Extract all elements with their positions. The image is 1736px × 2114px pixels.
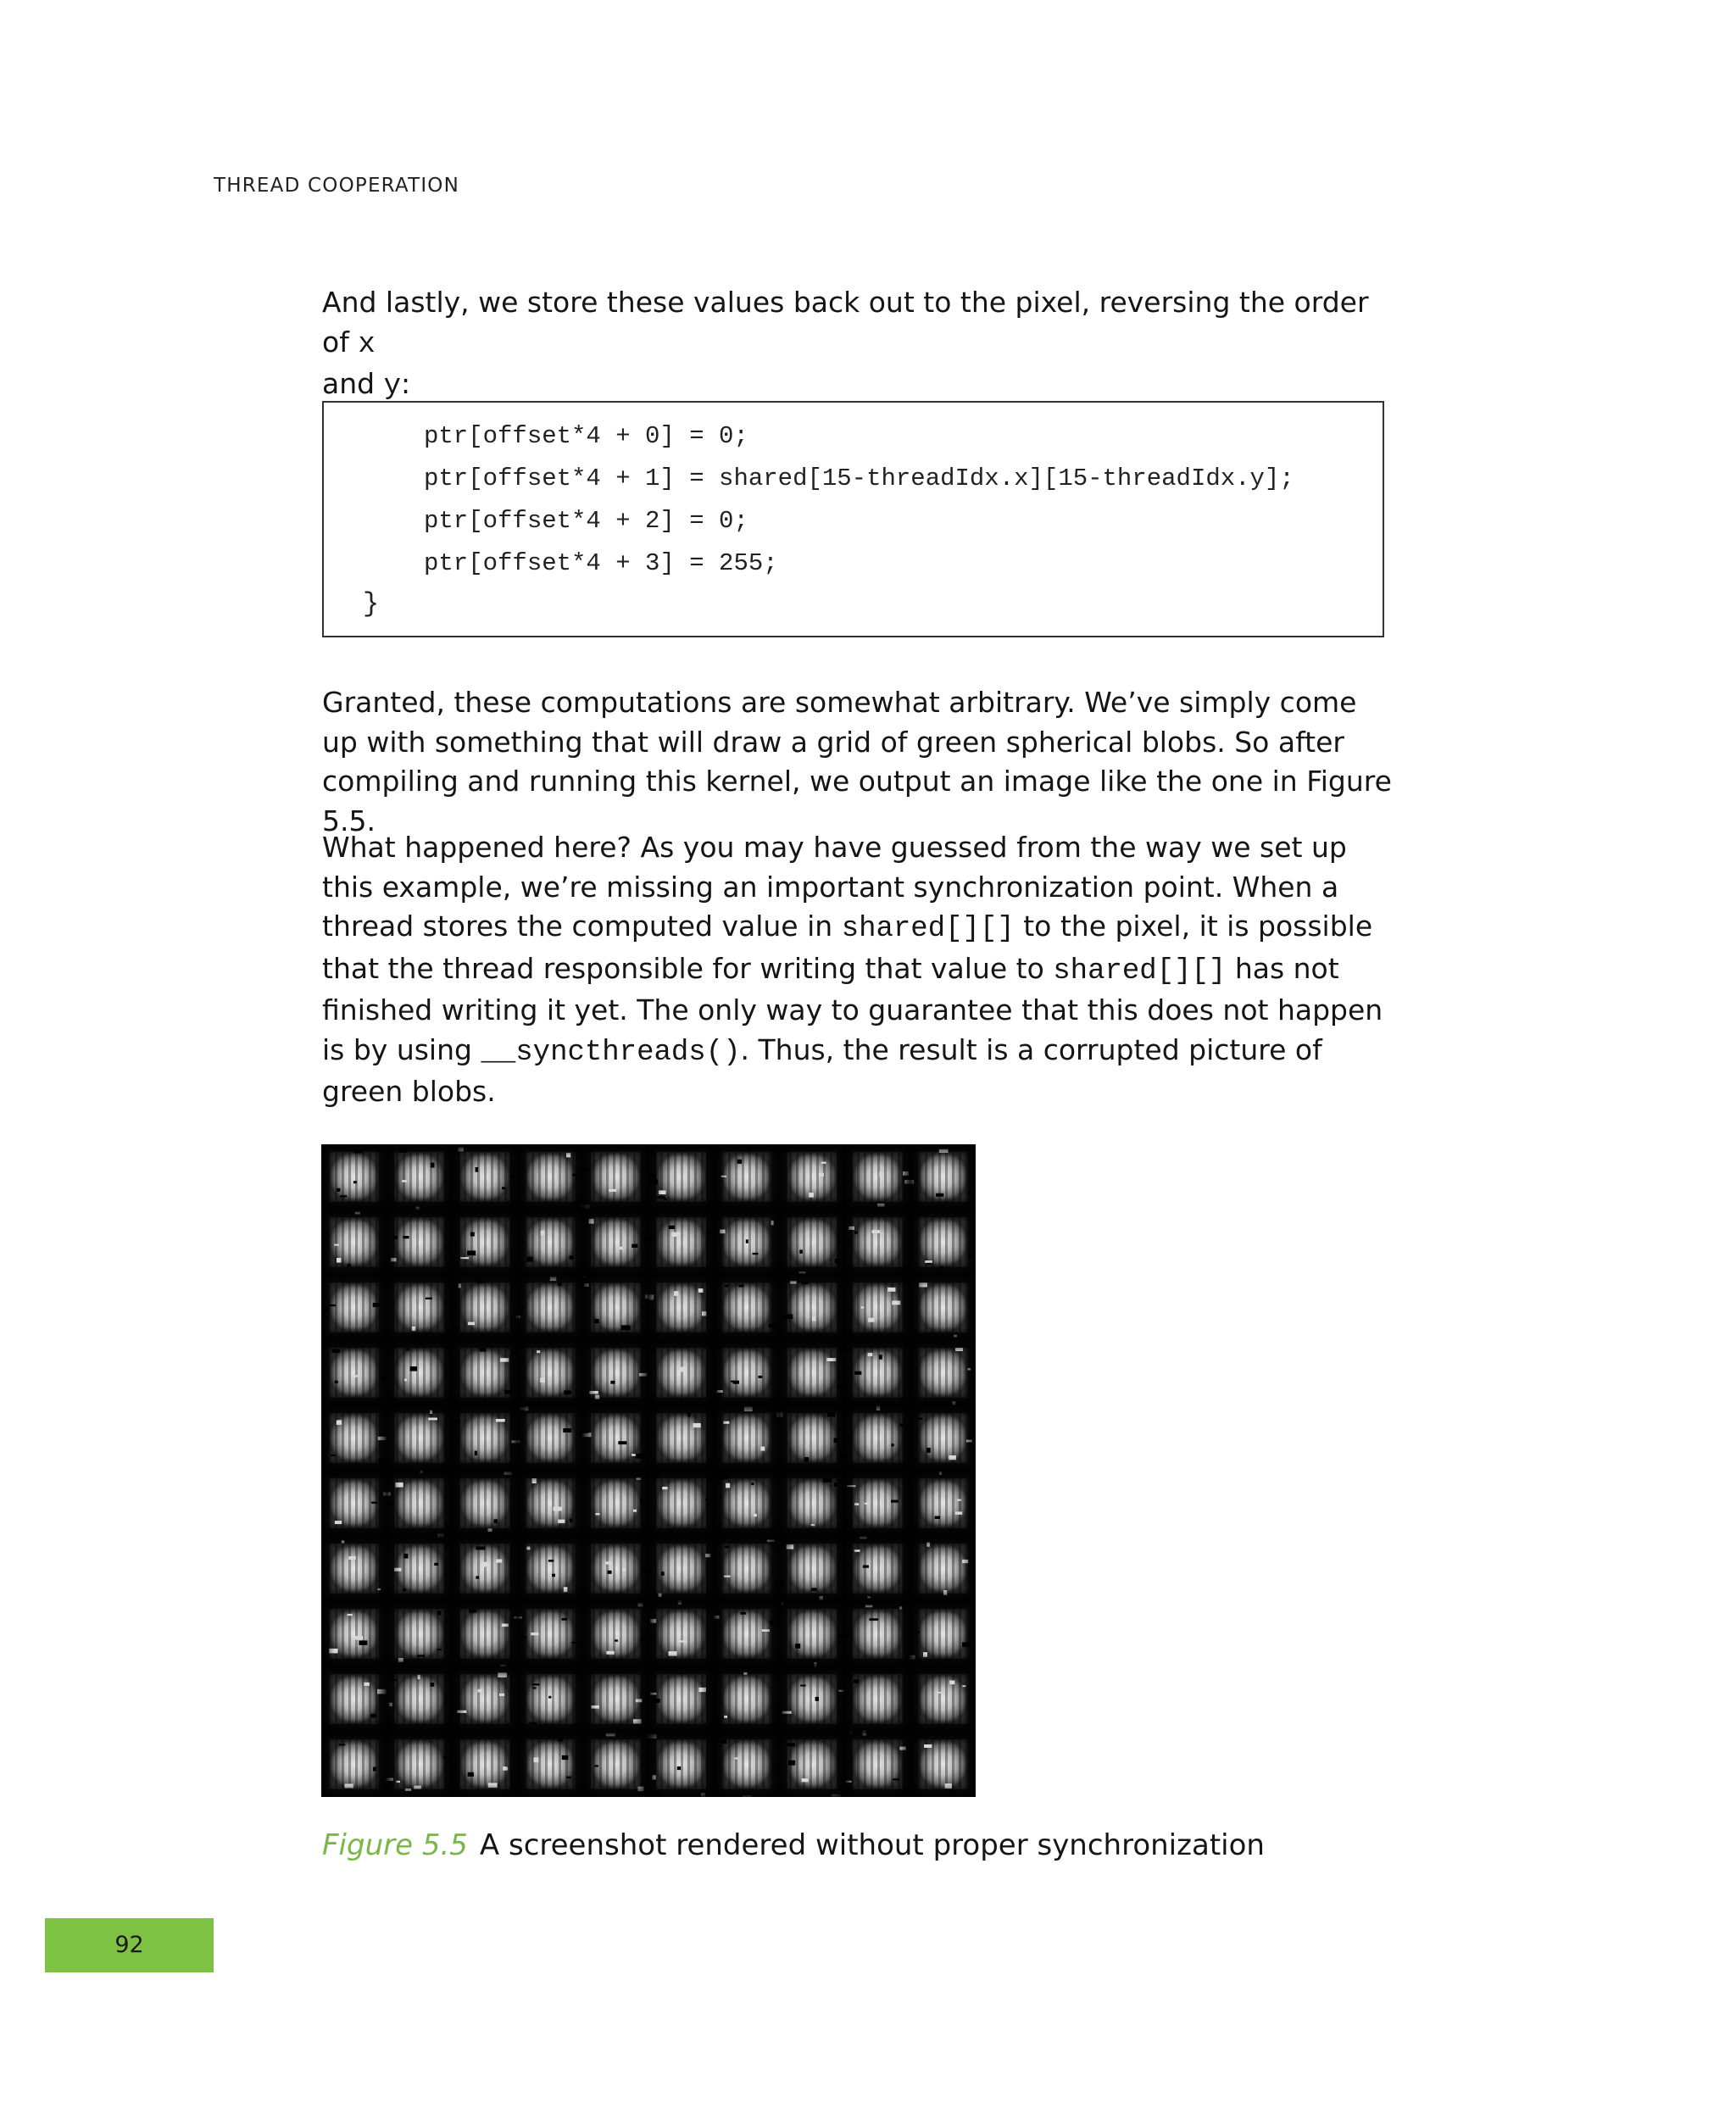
- blob-texture: [787, 1478, 837, 1528]
- corruption-speck: [815, 1697, 819, 1701]
- corruption-speck: [610, 1381, 615, 1384]
- corruption-speck: [938, 1692, 941, 1694]
- blob-texture: [722, 1609, 772, 1659]
- blob-texture: [591, 1609, 641, 1659]
- para2-code-shared-2: shared[][]: [1053, 954, 1227, 987]
- corruption-speck: [403, 1554, 408, 1559]
- grid-band-vertical: [636, 1144, 662, 1797]
- blob-texture: [656, 1739, 706, 1789]
- blob-texture: [918, 1674, 968, 1724]
- intro-colon: :: [400, 367, 411, 400]
- blob-texture: [460, 1217, 510, 1267]
- grid-band-vertical: [963, 1144, 976, 1797]
- para2-text-4: . Thus, the result is a corrupted picture of green blobs.: [322, 1032, 1322, 1108]
- corruption-speck: [402, 1180, 407, 1182]
- blob-texture: [787, 1544, 837, 1594]
- corruption-speck: [470, 1232, 475, 1237]
- blob-texture: [329, 1544, 379, 1594]
- corruption-speck: [355, 1636, 363, 1640]
- figure-label: Figure 5.5: [322, 1828, 468, 1862]
- corruption-speck: [669, 1226, 675, 1229]
- corruption-speck: [364, 1683, 369, 1686]
- page-number: 92: [114, 1932, 144, 1958]
- intro-and: and: [322, 367, 384, 400]
- corruption-speck: [476, 1576, 479, 1578]
- blob-texture: [918, 1478, 968, 1528]
- corruption-speck: [335, 1381, 338, 1383]
- blob-texture: [853, 1739, 903, 1789]
- blob-texture: [460, 1609, 510, 1659]
- corruption-speck: [541, 1231, 544, 1236]
- blob-texture: [787, 1282, 837, 1332]
- corruption-speck: [348, 1556, 355, 1560]
- corruption-speck: [478, 1689, 483, 1693]
- corruption-speck: [531, 1633, 538, 1635]
- corruption-speck: [548, 1696, 551, 1699]
- blob-texture: [526, 1152, 576, 1202]
- blob-texture: [460, 1478, 510, 1528]
- blob-texture: [656, 1674, 706, 1724]
- blob-texture: [591, 1152, 641, 1202]
- blob-texture: [722, 1674, 772, 1724]
- para2-text-3: has not finished writing it yet. The only way to guarantee that this does not happen is by using: [322, 951, 1383, 1066]
- corruption-speck: [799, 1249, 803, 1254]
- code-line: ptr[offset*4 + 0] = 0;: [424, 422, 748, 450]
- corruption-speck: [552, 1574, 555, 1577]
- corruption-speck: [746, 1239, 748, 1243]
- blob-texture: [526, 1413, 576, 1463]
- corruption-speck: [891, 1444, 894, 1446]
- paragraph-granted: Granted, these computations are somewhat arbitrary. We’ve simply come up with something that will draw a grid of green spherical blobs. So after compiling and running this kernel, we output an image like the one in Figure 5.5.: [322, 686, 1392, 837]
- blob-texture: [656, 1348, 706, 1398]
- blob-texture: [591, 1348, 641, 1398]
- blob-texture: [787, 1217, 837, 1267]
- blob-texture: [787, 1348, 837, 1398]
- code-line: ptr[offset*4 + 1] = shared[15-threadIdx.x][15-threadIdx.y];: [424, 465, 1294, 492]
- corruption-speck: [737, 1160, 742, 1164]
- corruption-speck: [662, 1487, 667, 1489]
- grid-band-horizontal: [321, 1719, 976, 1745]
- corruption-speck: [870, 1618, 879, 1621]
- blob-texture: [656, 1609, 706, 1659]
- corruption-speck: [404, 1379, 407, 1382]
- corruption-speck: [558, 1520, 565, 1523]
- blob-texture: [787, 1609, 837, 1659]
- blob-texture: [526, 1478, 576, 1528]
- blob-texture: [329, 1739, 379, 1789]
- corruption-speck: [468, 1322, 475, 1326]
- corruption-speck: [949, 1681, 954, 1685]
- paragraph-what-happened: [322, 828, 1399, 1112]
- blob-texture: [722, 1282, 772, 1332]
- grid-band-horizontal: [321, 1523, 976, 1549]
- corruption-speck: [681, 1367, 687, 1372]
- corruption-speck: [879, 1172, 882, 1177]
- corruption-speck: [403, 1236, 409, 1238]
- blob-texture: [853, 1413, 903, 1463]
- corruption-speck: [868, 1318, 875, 1322]
- corruption-speck: [533, 1687, 537, 1688]
- blob-texture: [787, 1674, 837, 1724]
- corruption-speck: [861, 1306, 865, 1309]
- corruption-speck: [609, 1189, 616, 1192]
- grid-band-horizontal: [321, 1588, 976, 1615]
- blob-texture: [853, 1609, 903, 1659]
- corruption-speck: [352, 1375, 359, 1377]
- blob-texture: [656, 1217, 706, 1267]
- grid-band-vertical: [832, 1144, 858, 1797]
- corruption-speck: [926, 1448, 931, 1453]
- blob-texture: [918, 1609, 968, 1659]
- corruption-speck: [496, 1419, 505, 1422]
- running-head: THREAD COOPERATION: [214, 175, 460, 197]
- para2-code-syncthreads: __syncthreads(): [481, 1036, 741, 1069]
- corruption-speck: [935, 1516, 940, 1519]
- blob-texture: [395, 1544, 445, 1594]
- grid-band-horizontal: [321, 1784, 976, 1797]
- corruption-speck: [957, 1499, 961, 1501]
- blob-texture: [460, 1739, 510, 1789]
- blob-texture: [918, 1348, 968, 1398]
- blob-texture: [395, 1674, 445, 1724]
- corruption-speck: [476, 1167, 479, 1172]
- corruption-speck: [353, 1181, 357, 1183]
- corruption-speck: [615, 1639, 618, 1641]
- figure-caption: [322, 1828, 1265, 1862]
- blob-texture: [656, 1544, 706, 1594]
- corruption-speck: [955, 1511, 962, 1514]
- corruption-speck: [865, 1503, 869, 1505]
- blob-texture: [526, 1544, 576, 1594]
- figure-corrupted-blobs-image: [321, 1144, 976, 1797]
- blob-texture: [656, 1478, 706, 1528]
- corruption-speck: [819, 1173, 824, 1177]
- intro-paragraph: [322, 283, 1399, 407]
- code-line: ptr[offset*4 + 3] = 255;: [424, 549, 778, 577]
- intro-code-y: y: [383, 370, 401, 403]
- blob-texture: [329, 1152, 379, 1202]
- blob-texture: [329, 1348, 379, 1398]
- blob-texture: [460, 1348, 510, 1398]
- corruption-speck: [494, 1519, 498, 1523]
- corruption-speck: [863, 1566, 869, 1568]
- intro-text: And lastly, we store these values back out to the pixel, reversing the order of: [322, 286, 1369, 359]
- para2-text-2: to the pixel, it is possible that the thread responsible for writing that value to: [322, 910, 1373, 985]
- corruption-speck: [359, 1640, 367, 1645]
- corruption-speck: [753, 1253, 759, 1254]
- blob-texture: [395, 1348, 445, 1398]
- corruption-speck: [431, 1683, 435, 1687]
- corruption-speck: [731, 1381, 734, 1382]
- page-number-tab: [45, 1918, 214, 1972]
- blob-texture: [591, 1674, 641, 1724]
- code-listing: [322, 401, 1384, 637]
- corruption-speck: [821, 1162, 826, 1164]
- grid-band-vertical: [701, 1144, 727, 1797]
- corruption-speck: [334, 1244, 339, 1246]
- corruption-speck: [800, 1685, 805, 1687]
- corruption-speck: [410, 1366, 417, 1371]
- corruption-speck: [605, 1561, 612, 1564]
- corruption-speck: [802, 1778, 809, 1782]
- corruption-speck: [754, 1514, 757, 1516]
- corruption-speck: [534, 1757, 539, 1762]
- corruption-speck: [337, 1420, 342, 1425]
- blob-texture: [853, 1217, 903, 1267]
- figure-caption-text: A screenshot rendered without proper synchronization: [479, 1828, 1265, 1862]
- grid-band-vertical: [766, 1144, 793, 1797]
- blob-texture: [918, 1282, 968, 1332]
- corruption-speck: [467, 1250, 476, 1255]
- grid-band-vertical: [897, 1144, 923, 1797]
- corruption-speck: [887, 1288, 895, 1292]
- blob-texture: [853, 1674, 903, 1724]
- blob-texture: [526, 1282, 576, 1332]
- corruption-speck: [674, 1291, 679, 1296]
- corruption-speck: [481, 1562, 490, 1567]
- corruption-speck: [924, 1744, 932, 1748]
- blob-texture: [722, 1739, 772, 1789]
- corruption-speck: [632, 1454, 636, 1456]
- corruption-speck: [812, 1316, 815, 1321]
- corruption-speck: [678, 1640, 687, 1643]
- corruption-speck: [496, 1559, 502, 1562]
- blob-texture: [591, 1544, 641, 1594]
- blob-texture: [918, 1217, 968, 1267]
- blob-texture: [460, 1282, 510, 1332]
- corruption-speck: [936, 1193, 943, 1197]
- corruption-speck: [677, 1766, 681, 1770]
- corruption-speck: [735, 1757, 738, 1759]
- corruption-speck: [540, 1378, 545, 1382]
- corruption-speck: [671, 1232, 681, 1237]
- blob-texture: [460, 1544, 510, 1594]
- corruption-speck: [871, 1230, 880, 1233]
- blob-texture: [656, 1413, 706, 1463]
- blob-texture: [395, 1217, 445, 1267]
- blob-texture: [722, 1348, 772, 1398]
- corruption-speck: [620, 1247, 623, 1250]
- code-line: ptr[offset*4 + 2] = 0;: [424, 507, 748, 535]
- blob-texture: [526, 1217, 576, 1267]
- blob-texture: [460, 1674, 510, 1724]
- corruption-speck: [562, 1618, 568, 1621]
- corruption-speck: [475, 1451, 477, 1456]
- corruption-speck: [562, 1755, 569, 1760]
- blob-texture: [787, 1413, 837, 1463]
- blob-texture: [395, 1282, 445, 1332]
- blob-grid-graphic: [321, 1144, 976, 1797]
- blob-texture: [853, 1478, 903, 1528]
- grid-band-horizontal: [321, 1654, 976, 1680]
- blob-texture: [329, 1282, 379, 1332]
- corruption-speck: [337, 1188, 340, 1192]
- blob-texture: [395, 1413, 445, 1463]
- blob-texture: [722, 1152, 772, 1202]
- intro-code-x: x: [358, 328, 376, 361]
- corruption-speck: [618, 1441, 626, 1444]
- blob-texture: [722, 1413, 772, 1463]
- blob-texture: [591, 1478, 641, 1528]
- blob-texture: [722, 1544, 772, 1594]
- blob-texture: [591, 1282, 641, 1332]
- blob-texture: [395, 1152, 445, 1202]
- blob-texture: [591, 1739, 641, 1789]
- blob-texture: [918, 1544, 968, 1594]
- corruption-speck: [499, 1694, 504, 1696]
- para2-code-shared-1: shared[][]: [841, 913, 1015, 945]
- para2-text-1: What happened here? As you may have guessed from the way we set up this example, we’re missing an important synchronization point. When a thread stores the computed value in: [322, 831, 1347, 943]
- blob-texture: [853, 1152, 903, 1202]
- blob-texture: [526, 1739, 576, 1789]
- corruption-speck: [868, 1353, 873, 1356]
- blob-texture: [591, 1217, 641, 1267]
- corruption-speck: [795, 1644, 800, 1649]
- corruption-speck: [532, 1683, 540, 1685]
- blob-texture: [526, 1348, 576, 1398]
- corruption-speck: [760, 1447, 765, 1451]
- blob-texture: [853, 1544, 903, 1594]
- code-closing-brace: }: [363, 588, 380, 620]
- corruption-speck: [693, 1423, 700, 1427]
- blob-texture: [526, 1674, 576, 1724]
- corruption-speck: [879, 1355, 882, 1360]
- corruption-speck: [431, 1163, 434, 1168]
- blob-texture: [918, 1413, 968, 1463]
- blob-texture: [460, 1152, 510, 1202]
- corruption-speck: [608, 1571, 612, 1574]
- corruption-speck: [434, 1563, 438, 1566]
- corruption-speck: [758, 1376, 762, 1378]
- corruption-speck: [622, 1568, 626, 1572]
- corruption-speck: [554, 1507, 563, 1511]
- corruption-speck: [468, 1772, 474, 1777]
- corruption-speck: [548, 1560, 554, 1562]
- blob-texture: [395, 1609, 445, 1659]
- corruption-speck: [426, 1298, 432, 1299]
- blob-texture: [395, 1739, 445, 1789]
